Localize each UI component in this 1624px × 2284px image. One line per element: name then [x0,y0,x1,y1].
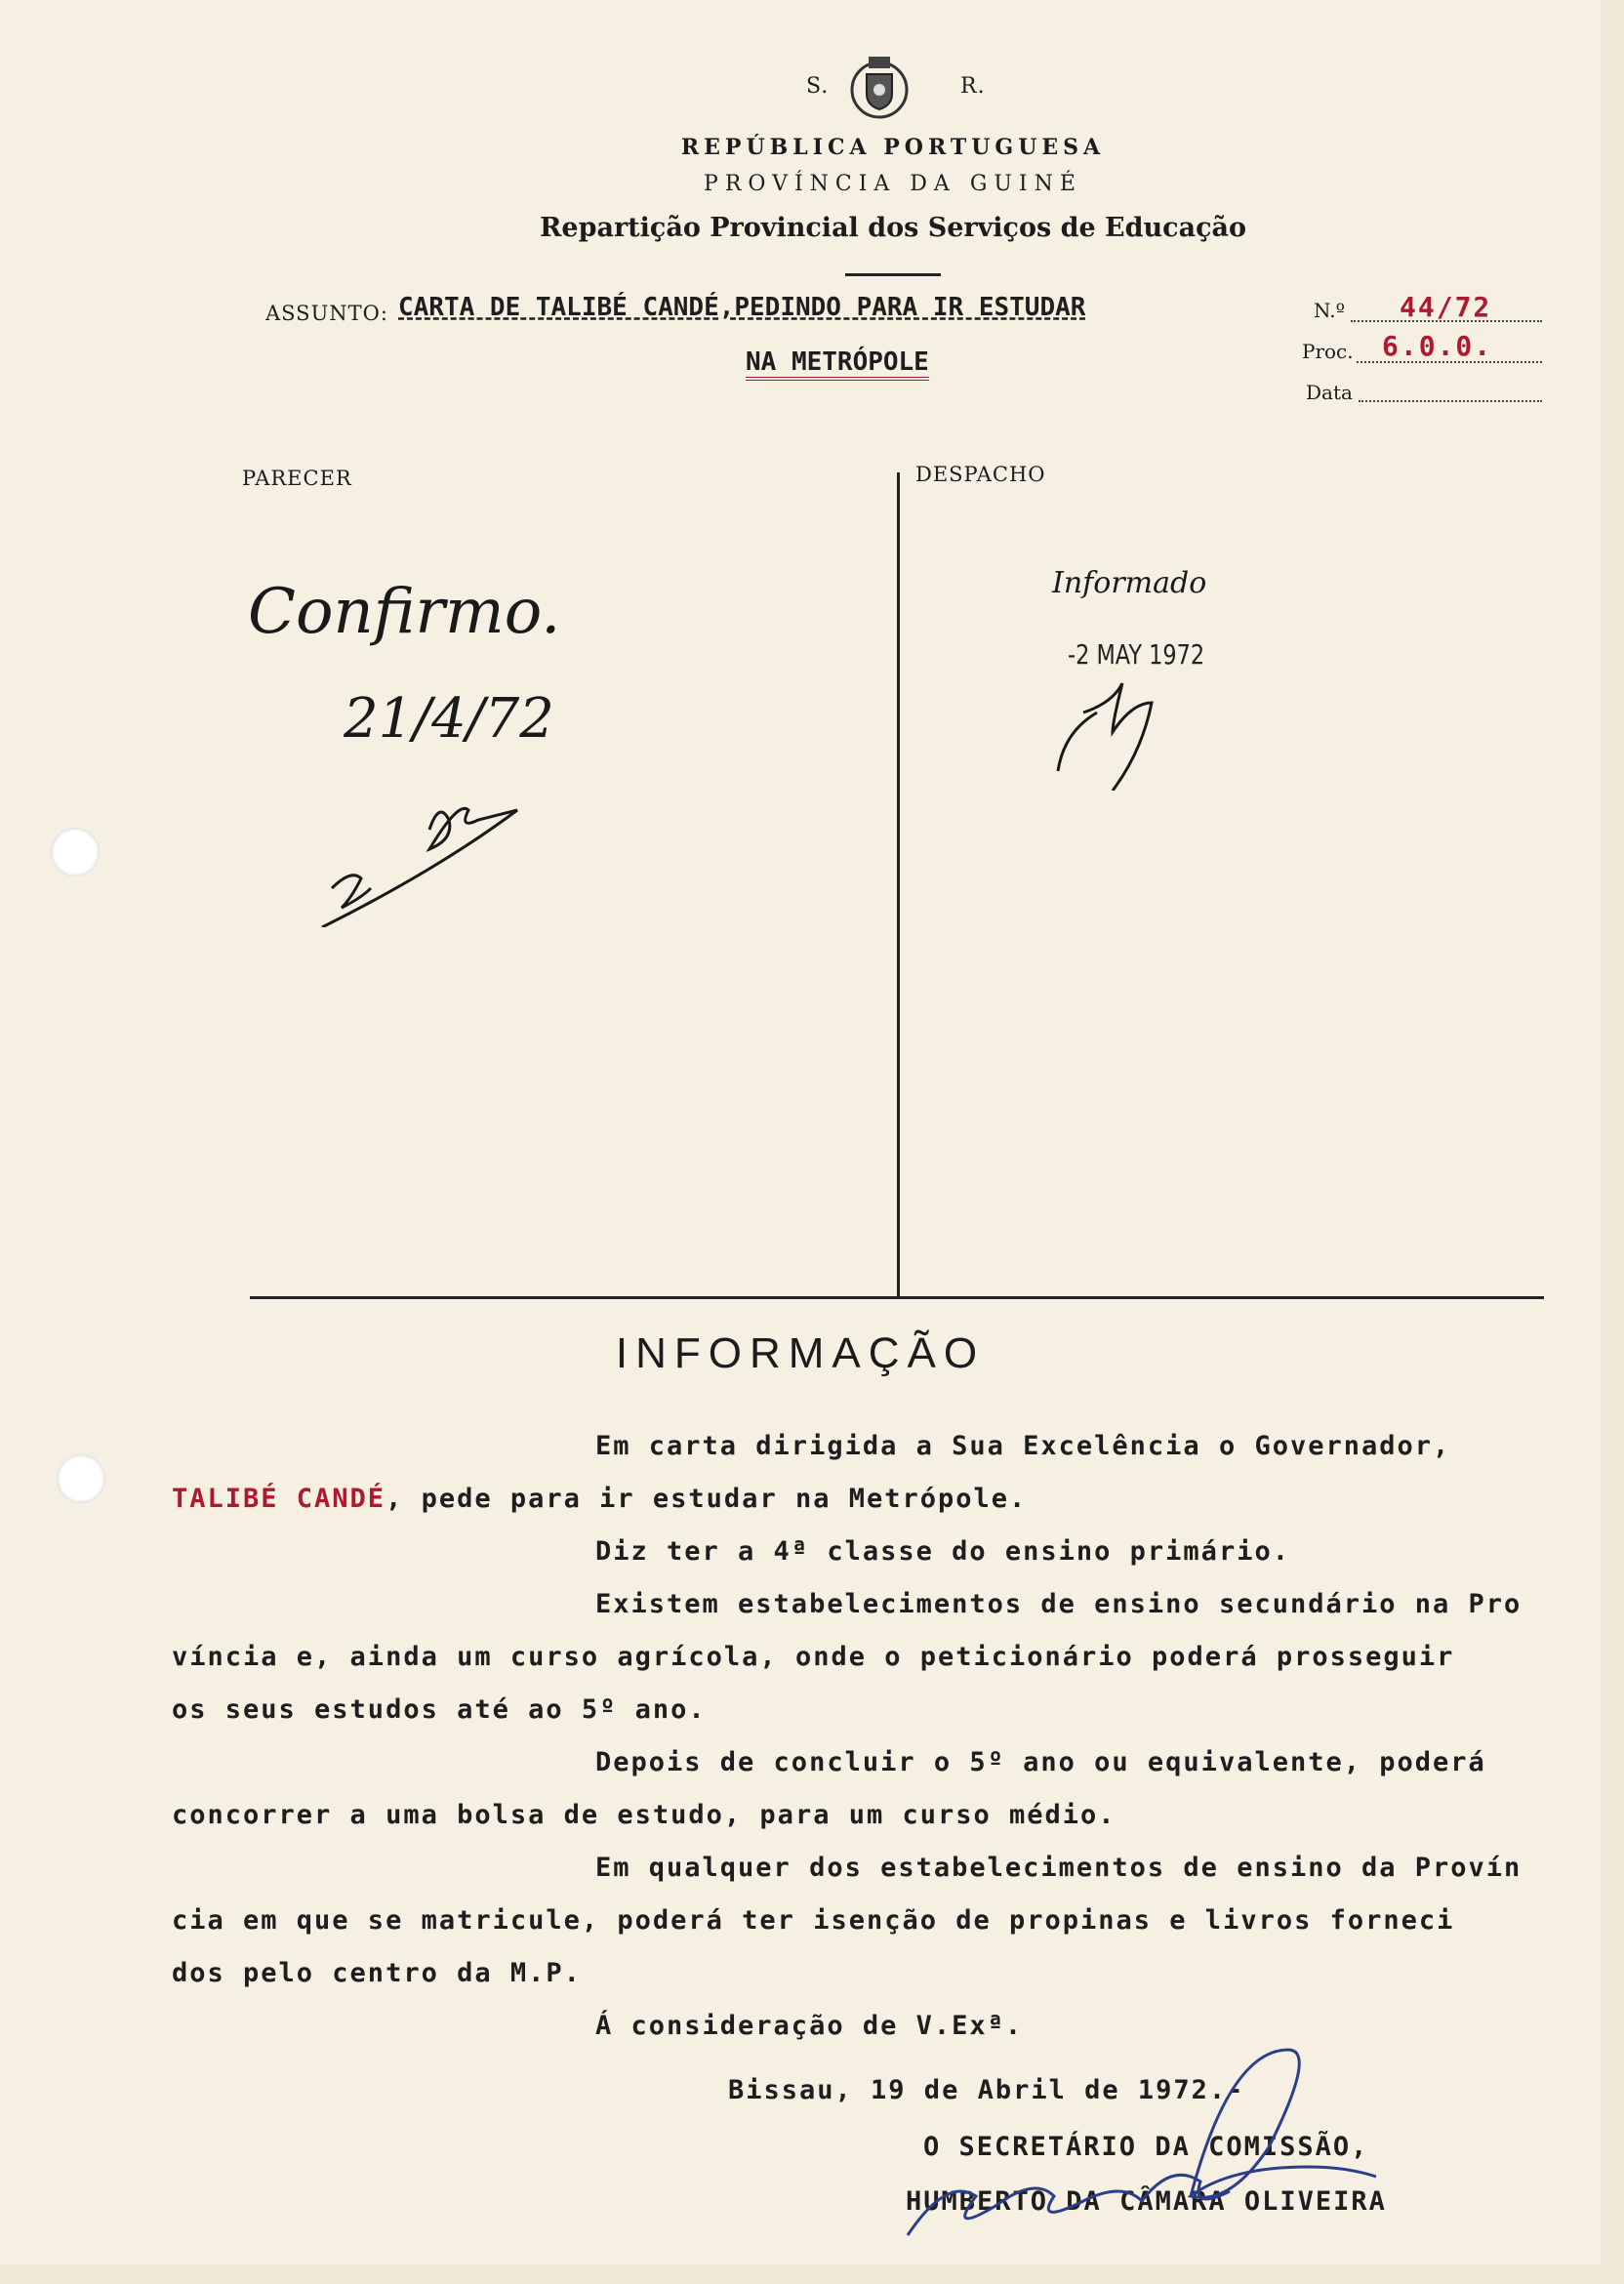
coat-of-arms-icon [849,51,910,121]
date-field [1359,377,1542,402]
parecer-handwriting-date: 21/4/72 [344,687,554,751]
info-line-8: concorrer a uma bolsa de estudo, para um curso médio. [172,1800,1116,1830]
info-line-12: Á consideração de V.Exª. [595,2011,1024,2041]
date-label: Data [1306,381,1353,404]
parecer-initials-signature [303,771,566,927]
column-divider [897,472,900,1298]
info-line-9: Em qualquer dos estabelecimentos de ensino da Provín [595,1853,1522,1883]
info-line-2-text: , pede para ir estudar na Metrópole. [386,1484,1028,1514]
despacho-handwriting: Informado [1052,566,1207,600]
subject-label: ASSUNTO: [265,302,388,325]
punch-hole-bottom [57,1454,105,1503]
despacho-date-stamp: -2 MAY 1972 [1068,638,1205,671]
header-province: PROVÍNCIA DA GUINÉ [704,172,1082,196]
info-line-4: Existem estabelecimentos de ensino secundário na Pro [595,1589,1522,1619]
informacao-heading: INFORMAÇÃO [615,1329,986,1377]
header-divider [845,273,941,276]
info-line-6: os seus estudos até ao 5º ano. [172,1694,707,1725]
number-label: N.º [1314,299,1345,322]
number-value: 44/72 [1400,291,1492,323]
section-divider [250,1296,1544,1299]
proc-label: Proc. [1302,340,1354,363]
info-line-11: dos pelo centro da M.P. [172,1958,582,1988]
header-s-mark: S. [806,74,830,99]
petitioner-name: TALIBÉ CANDÉ [172,1484,386,1514]
handwritten-signature [898,2040,1483,2255]
info-line-3: Diz ter a 4ª classe do ensino primário. [595,1536,1290,1567]
info-line-7: Depois de concluir o 5º ano ou equivalente, poderá [595,1747,1486,1777]
despacho-signature [1054,673,1191,791]
info-line-1: Em carta dirigida a Sua Excelência o Governador, [595,1431,1451,1461]
header-department: Repartição Provincial dos Serviços de Educação [539,213,1247,243]
despacho-heading: DESPACHO [915,463,1046,486]
punch-hole-top [51,828,100,877]
info-line-10: cia em que se matricule, poderá ter isenção de propinas e livros forneci [172,1905,1455,1936]
header-r-mark: R. [960,74,986,99]
subject-line-2: NA METRÓPOLE [746,347,929,381]
info-line-5: víncia e, ainda um curso agrícola, onde o peticionário poderá prosseguir [172,1642,1455,1672]
parecer-handwriting-confirmo: Confirmo. [248,576,561,648]
signatory-title: O SECRETÁRIO DA COMISSÃO, [923,2132,1369,2162]
parecer-heading: PARECER [242,467,352,490]
info-line-2 [172,1484,1027,1514]
proc-value: 6.0.0. [1382,330,1493,362]
header-republic: REPÚBLICA PORTUGUESA [680,135,1106,160]
place-date: Bissau, 19 de Abril de 1972.- [728,2075,1245,2105]
subject-line-1: CARTA DE TALIBÉ CANDÉ,PEDINDO PARA IR ESTUDAR [398,293,1086,322]
signatory-name: HUMBERTO DA CÂMARA OLIVEIRA [906,2186,1387,2217]
